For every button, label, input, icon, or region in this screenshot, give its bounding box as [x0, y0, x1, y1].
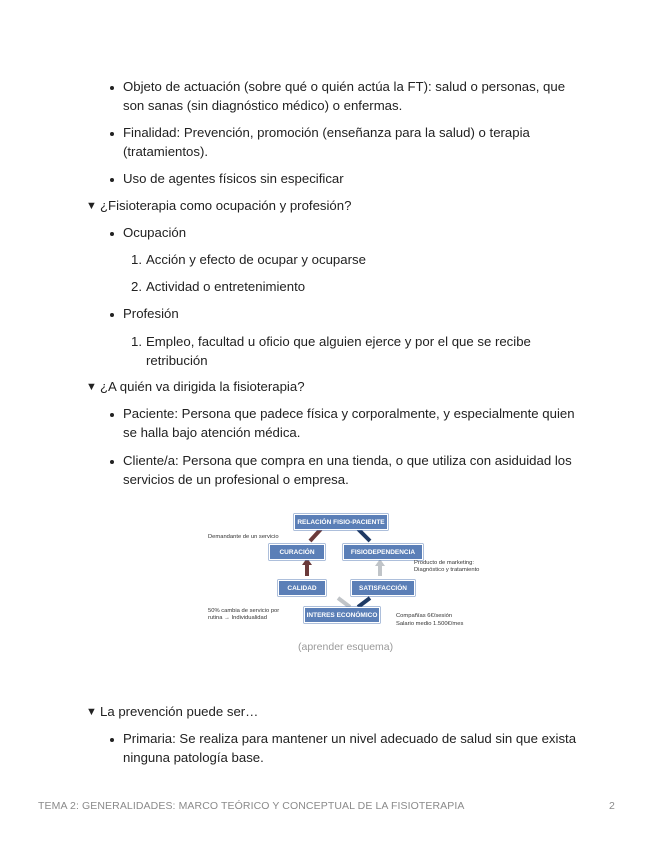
footer-title: TEMA 2: GENERALIDADES: MARCO TEÓRICO Y CONCEPTUAL DE LA FISIOTERAPIA	[38, 800, 465, 812]
collapse-triangle-icon[interactable]: ▼	[86, 200, 97, 212]
box-fisiodependencia: FISIODEPENDENCIA	[343, 544, 423, 560]
list-item-text: Finalidad: Prevención, promoción (enseñanza para la salud) o terapia	[123, 125, 530, 140]
arrow-top-curacion	[310, 529, 321, 541]
figure-caption: (aprender esquema)	[298, 641, 394, 653]
list-number: 1.	[131, 252, 142, 267]
list-number: 1.	[131, 334, 142, 349]
bullet	[110, 232, 114, 236]
collapse-triangle-icon[interactable]: ▼	[86, 706, 97, 718]
sub-item-text: Empleo, facultad u oficio que alguien ejerce y por el que se recibe	[146, 334, 531, 349]
list-item-text: Objeto de actuación (sobre qué o quién actúa la FT): salud o personas, que	[123, 79, 566, 94]
section-heading: ¿A quién va dirigida la fisioterapia?	[100, 379, 305, 394]
list-item-text: Profesión	[123, 306, 179, 321]
list-item-text: Ocupación	[123, 225, 187, 240]
arrow-interes-calidad	[338, 598, 350, 607]
sub-item-text: Actividad o entretenimiento	[146, 279, 306, 294]
sub-item-text: retribución	[146, 353, 208, 368]
list-item-text: ninguna patología base.	[123, 750, 264, 765]
bullet	[110, 86, 114, 90]
list-item-text: (tratamientos).	[123, 144, 209, 159]
box-satisfaccion: SATISFACCIÓN	[351, 580, 415, 596]
sub-item-text: Acción y efecto de ocupar y ocuparse	[146, 252, 366, 267]
bullet	[110, 738, 114, 742]
arrow-top-fisio	[358, 529, 370, 541]
page-number: 2	[609, 800, 615, 812]
bullet	[110, 313, 114, 317]
box-calidad: CALIDAD	[278, 580, 326, 596]
bullet	[110, 132, 114, 136]
arrow-interes-satisf	[358, 598, 370, 607]
box-interes: INTERES ECONÓMICO	[304, 607, 380, 623]
note-producto: Producto de marketing:	[414, 560, 474, 566]
bullet	[110, 413, 114, 417]
box-relacion: RELACIÓN FISIO-PACIENTE	[294, 514, 388, 530]
list-item-text: Paciente: Persona que padece física y corporalmente, y especialmente quien	[123, 406, 575, 421]
list-item-text: son sanas (sin diagnóstico médico) o enfermas.	[123, 98, 403, 113]
list-item-text: Primaria: Se realiza para mantener un nivel adecuado de salud sin que exista	[123, 731, 577, 746]
section-heading: La prevención puede ser…	[100, 704, 259, 719]
list-item-text: se halla bajo atención médica.	[123, 425, 301, 440]
list-item-text: Uso de agentes físicos sin especificar	[123, 171, 344, 186]
list-item-text: Cliente/a: Persona que compra en una tienda, o que utiliza con asiduidad los	[123, 453, 572, 468]
collapse-triangle-icon[interactable]: ▼	[86, 381, 97, 393]
bullet	[110, 178, 114, 182]
section-heading: ¿Fisioterapia como ocupación y profesión?	[100, 198, 352, 213]
diagram	[200, 510, 500, 635]
note-companias: Compañías 6€/sesión	[396, 613, 453, 619]
list-item-text: servicios de un profesional o empresa.	[123, 472, 349, 487]
note-producto: Diagnóstico y tratamiento	[414, 567, 480, 573]
note-companias: Salario medio 1.500€/mes	[396, 621, 464, 627]
list-number: 2.	[131, 279, 142, 294]
bullet	[110, 460, 114, 464]
note-cambio: rutina → Individualidad	[208, 615, 267, 621]
box-curacion: CURACIÓN	[269, 544, 325, 560]
note-demandante: Demandante de un servicio	[208, 534, 279, 540]
note-cambio: 50% cambia de servicio por	[208, 608, 280, 614]
